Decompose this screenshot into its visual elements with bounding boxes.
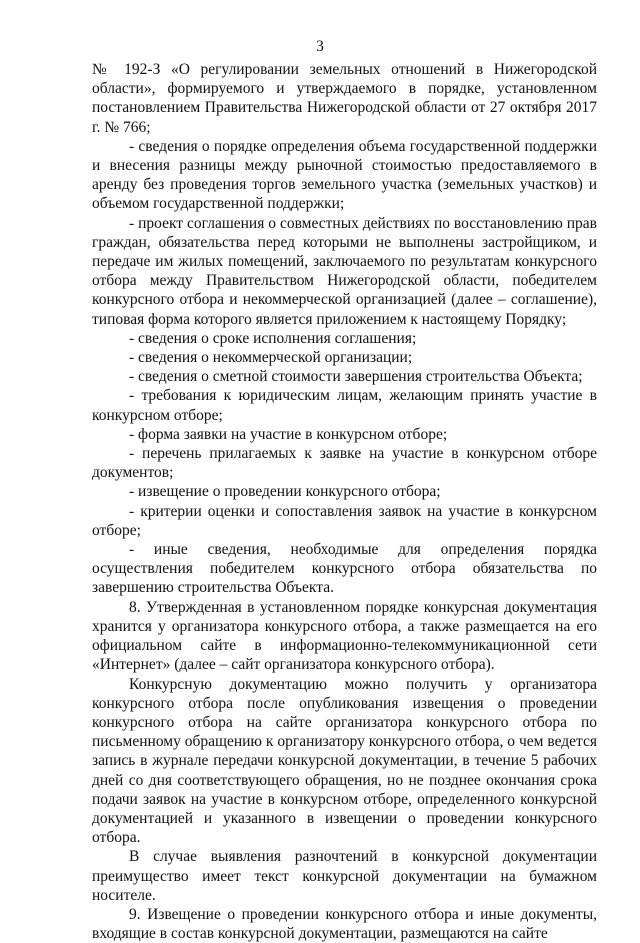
list-item-state-support: - сведения о порядке определения объема государственной поддержки и внесения разницы между рыночной стоимостью предоставляемого в аренду без проведения торгов земельного участка (земельных участков) и объемом государственной поддержки; <box>92 137 597 213</box>
list-item-other-info: - иные сведения, необходимые для определения порядка осуществления победителем конкурсного отбора обязательства по завершению строительства Объекта. <box>92 541 597 597</box>
list-item-criteria: - критерии оценки и сопоставления заявок на участие в конкурсном отборе; <box>92 502 597 539</box>
clause-8: 8. Утвержденная в установленном порядке конкурсная документация хранится у организатора конкурсного отбора, а также размещается на его официальном сайте в информационно-телекоммуникационной сети «Интернет» (далее – сайт организатора конкурсного отбора). <box>92 598 597 674</box>
list-item-agreement-term: - сведения о сроке исполнения соглашения; <box>129 329 417 347</box>
list-item-nonprofit-info: - сведения о некоммерческой организации; <box>129 349 413 367</box>
page-number: 3 <box>316 38 324 55</box>
document-body <box>92 60 597 943</box>
list-item-notice: - извещение о проведении конкурсного отбора; <box>129 483 441 501</box>
list-item-document-list: - перечень прилагаемых к заявке на участие в конкурсном отборе документов; <box>92 445 597 482</box>
list-item-estimate-cost: - сведения о сметной стоимости завершения строительства Объекта; <box>129 368 583 386</box>
paragraph-discrepancies: В случае выявления разночтений в конкурсной документации преимущество имеет текст конкурсной документации на бумажном носителе. <box>92 848 597 904</box>
list-item-requirements: - требования к юридическим лицам, желающим принять участие в конкурсном отборе; <box>92 387 597 424</box>
paragraph-documentation-access: Конкурсную документацию можно получить у организатора конкурсного отбора после опубликования извещения о проведении конкурсного отбора на сайте организатора конкурсного отбора по письменному обращению к организатору конкурсного отбора, о чем ведется запись в журнале передачи конкурсной документации, в течение 5 рабочих дней со дня соответствующего обращения, но не позднее окончания срока подачи заявок на участие в конкурсном отборе, определенного конкурсной документацией и указанного в извещении о проведении конкурсного отбора. <box>92 675 597 847</box>
paragraph-continuation: № 192-З «О регулировании земельных отношений в Нижегородской области», формируемого и утверждаемого в порядке, установленном постановлением Правительства Нижегородской области от 27 октября 2017 г. № 766; <box>92 61 597 136</box>
list-item-agreement-draft: - проект соглашения о совместных действиях по восстановлению прав граждан, обязательства перед которыми не выполнены застройщиком, и передаче им жилых помещений, заключаемого по результатам конкурсного отбора между Правительством Нижегородской области, победителем конкурсного отбора и некоммерческой организацией (далее – соглашение), типовая форма которого является приложением к настоящему Порядку; <box>92 214 597 328</box>
list-item-application-form: - форма заявки на участие в конкурсном отборе; <box>129 425 448 443</box>
clause-9: 9. Извещение о проведении конкурсного отбора и иные документы, входящие в состав конкурсной документации, размещаются на сайте <box>92 905 597 943</box>
